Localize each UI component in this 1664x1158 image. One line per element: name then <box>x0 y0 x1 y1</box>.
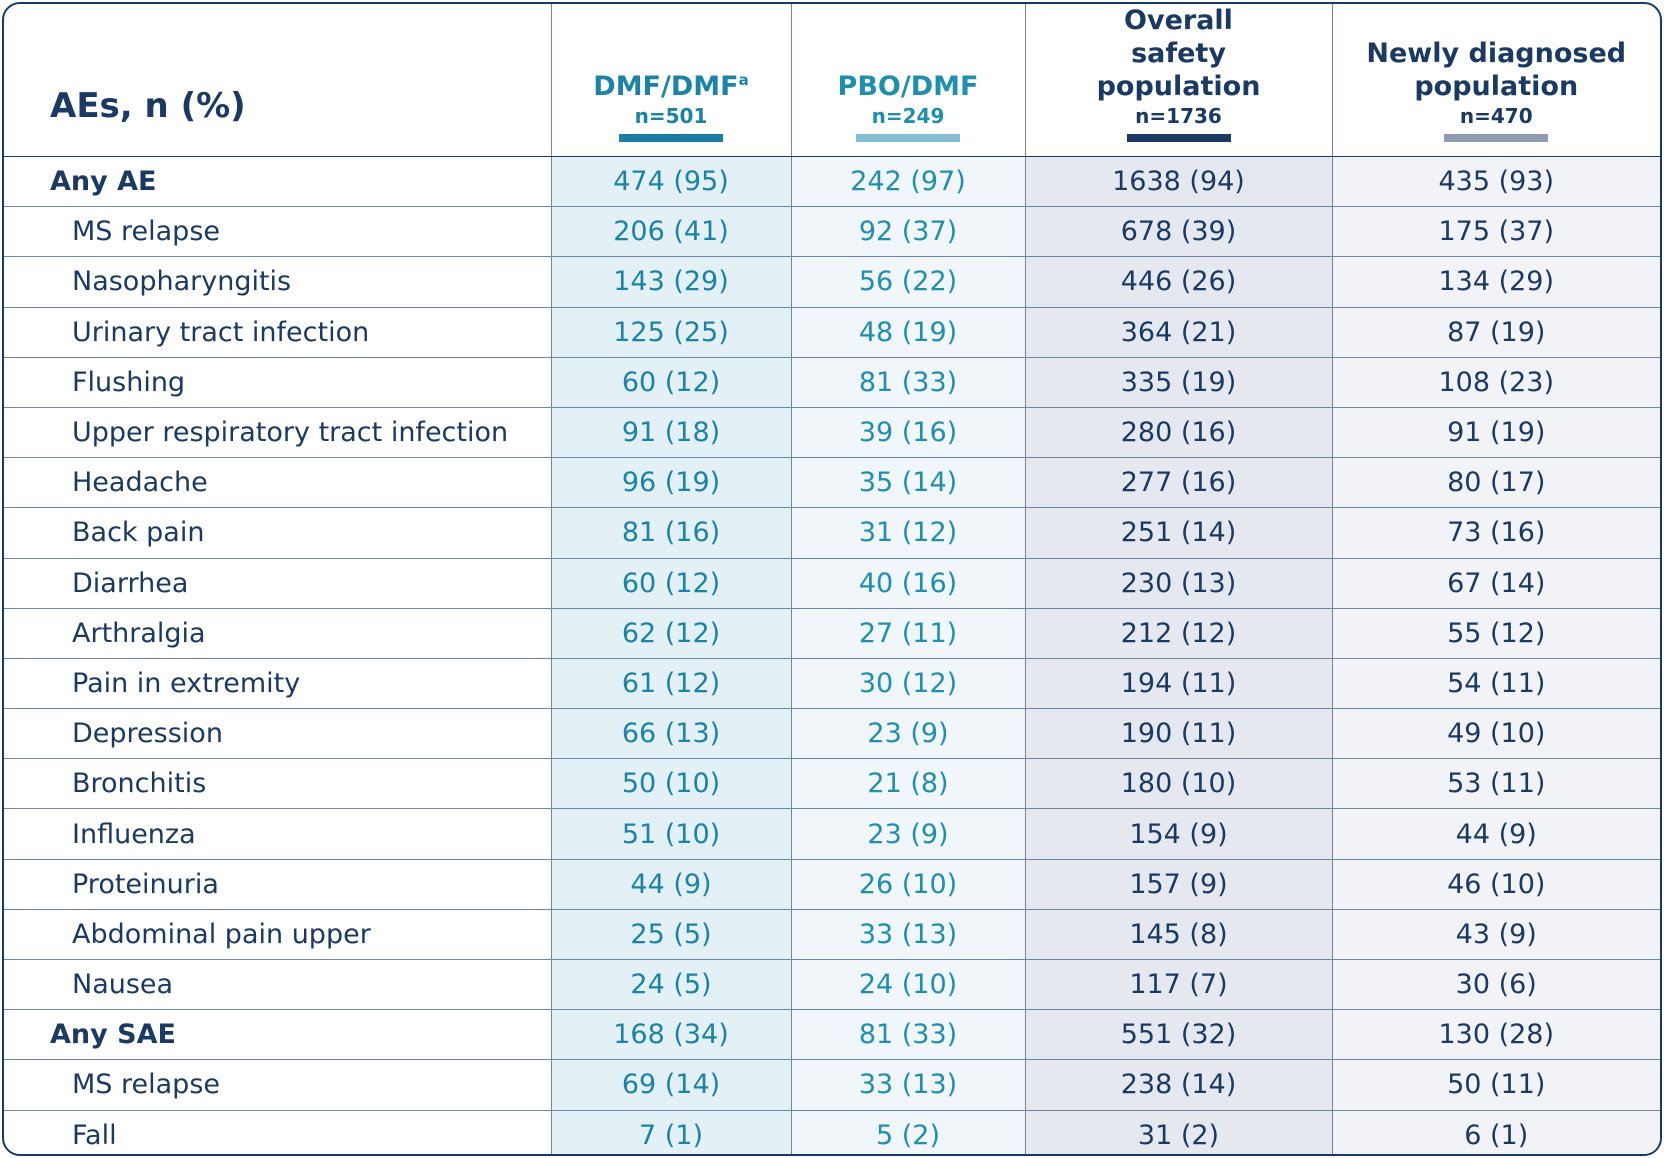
value-cell: 35 (14) <box>791 458 1025 508</box>
value-cell: 66 (13) <box>551 709 791 759</box>
event-label: Headache <box>4 458 551 508</box>
value-cell: 96 (19) <box>551 458 791 508</box>
value-cell: 6 (1) <box>1332 1110 1660 1156</box>
table-body <box>4 157 1660 1157</box>
value-cell: 364 (21) <box>1025 307 1332 357</box>
value-cell: 277 (16) <box>1025 458 1332 508</box>
event-label: Diarrhea <box>4 558 551 608</box>
value-cell: 446 (26) <box>1025 257 1332 307</box>
value-cell: 242 (97) <box>791 157 1025 207</box>
table-row <box>4 658 1660 708</box>
value-cell: 50 (10) <box>551 759 791 809</box>
column-name: Newly diagnosed population <box>1366 38 1627 102</box>
value-cell: 87 (19) <box>1332 307 1660 357</box>
value-cell: 46 (10) <box>1332 859 1660 909</box>
footnote-marker: a <box>738 71 749 89</box>
table-row <box>4 909 1660 959</box>
table-row <box>4 809 1660 859</box>
value-cell: 194 (11) <box>1025 658 1332 708</box>
event-label: Influenza <box>4 809 551 859</box>
value-cell: 168 (34) <box>551 1010 791 1060</box>
value-cell: 143 (29) <box>551 257 791 307</box>
value-cell: 48 (19) <box>791 307 1025 357</box>
event-label: Back pain <box>4 508 551 558</box>
value-cell: 50 (11) <box>1332 1060 1660 1110</box>
table-row <box>4 558 1660 608</box>
value-cell: 335 (19) <box>1025 357 1332 407</box>
value-cell: 23 (9) <box>791 809 1025 859</box>
value-cell: 212 (12) <box>1025 608 1332 658</box>
value-cell: 54 (11) <box>1332 658 1660 708</box>
adverse-events-table <box>4 4 1660 1156</box>
table-row <box>4 960 1660 1010</box>
event-label: Depression <box>4 709 551 759</box>
value-cell: 60 (12) <box>551 357 791 407</box>
event-label: Bronchitis <box>4 759 551 809</box>
value-cell: 30 (6) <box>1332 960 1660 1010</box>
table-row <box>4 1060 1660 1110</box>
value-cell: 33 (13) <box>791 909 1025 959</box>
column-color-bar <box>1444 134 1548 142</box>
table-row <box>4 407 1660 457</box>
value-cell: 55 (12) <box>1332 608 1660 658</box>
table-row <box>4 859 1660 909</box>
value-cell: 44 (9) <box>551 859 791 909</box>
value-cell: 190 (11) <box>1025 709 1332 759</box>
value-cell: 51 (10) <box>551 809 791 859</box>
corner-header <box>4 4 551 157</box>
event-label: Proteinuria <box>4 859 551 909</box>
column-n: n=1736 <box>1135 104 1222 128</box>
value-cell: 31 (12) <box>791 508 1025 558</box>
value-cell: 92 (37) <box>791 207 1025 257</box>
value-cell: 25 (5) <box>551 909 791 959</box>
value-cell: 81 (33) <box>791 357 1025 407</box>
value-cell: 69 (14) <box>551 1060 791 1110</box>
value-cell: 27 (11) <box>791 608 1025 658</box>
column-name: DMF/DMF$^a$ <box>593 71 749 102</box>
value-cell: 24 (10) <box>791 960 1025 1010</box>
table-row <box>4 1110 1660 1156</box>
table-row <box>4 157 1660 207</box>
value-cell: 44 (9) <box>1332 809 1660 859</box>
value-cell: 61 (12) <box>551 658 791 708</box>
column-n: n=249 <box>871 104 945 128</box>
value-cell: 238 (14) <box>1025 1060 1332 1110</box>
column-color-bar <box>619 134 723 142</box>
table-header-row <box>4 4 1660 157</box>
value-cell: 67 (14) <box>1332 558 1660 608</box>
value-cell: 31 (2) <box>1025 1110 1332 1156</box>
event-label: Nausea <box>4 960 551 1010</box>
table-row <box>4 357 1660 407</box>
value-cell: 43 (9) <box>1332 909 1660 959</box>
value-cell: 81 (16) <box>551 508 791 558</box>
value-cell: 134 (29) <box>1332 257 1660 307</box>
value-cell: 154 (9) <box>1025 809 1332 859</box>
value-cell: 7 (1) <box>551 1110 791 1156</box>
value-cell: 91 (18) <box>551 407 791 457</box>
event-label: Fall <box>4 1110 551 1156</box>
value-cell: 81 (33) <box>791 1010 1025 1060</box>
event-label: Flushing <box>4 357 551 407</box>
table-row <box>4 1010 1660 1060</box>
value-cell: 117 (7) <box>1025 960 1332 1010</box>
value-cell: 108 (23) <box>1332 357 1660 407</box>
column-n: n=470 <box>1459 104 1533 128</box>
value-cell: 39 (16) <box>791 407 1025 457</box>
value-cell: 280 (16) <box>1025 407 1332 457</box>
value-cell: 26 (10) <box>791 859 1025 909</box>
table-row <box>4 709 1660 759</box>
column-header-newly-diagnosed <box>1332 4 1660 157</box>
value-cell: 474 (95) <box>551 157 791 207</box>
value-cell: 125 (25) <box>551 307 791 357</box>
value-cell: 23 (9) <box>791 709 1025 759</box>
event-label: Urinary tract infection <box>4 307 551 357</box>
corner-label: AEs, n (%) <box>50 86 246 126</box>
value-cell: 206 (41) <box>551 207 791 257</box>
ae-table-frame <box>2 2 1662 1156</box>
value-cell: 91 (19) <box>1332 407 1660 457</box>
column-color-bar <box>1127 134 1231 142</box>
column-header-overall-safety <box>1025 4 1332 157</box>
table-row <box>4 207 1660 257</box>
value-cell: 56 (22) <box>791 257 1025 307</box>
value-cell: 175 (37) <box>1332 207 1660 257</box>
group-label: Any SAE <box>4 1010 551 1060</box>
table-row <box>4 257 1660 307</box>
value-cell: 251 (14) <box>1025 508 1332 558</box>
value-cell: 73 (16) <box>1332 508 1660 558</box>
group-label: Any AE <box>4 157 551 207</box>
value-cell: 24 (5) <box>551 960 791 1010</box>
value-cell: 60 (12) <box>551 558 791 608</box>
column-header-dmf-dmf <box>551 4 791 157</box>
value-cell: 40 (16) <box>791 558 1025 608</box>
value-cell: 180 (10) <box>1025 759 1332 809</box>
value-cell: 33 (13) <box>791 1060 1025 1110</box>
column-name: PBO/DMF <box>837 71 979 102</box>
event-label: Nasopharyngitis <box>4 257 551 307</box>
value-cell: 62 (12) <box>551 608 791 658</box>
value-cell: 49 (10) <box>1332 709 1660 759</box>
value-cell: 230 (13) <box>1025 558 1332 608</box>
event-label: MS relapse <box>4 207 551 257</box>
value-cell: 30 (12) <box>791 658 1025 708</box>
table-row <box>4 608 1660 658</box>
table-row <box>4 508 1660 558</box>
value-cell: 5 (2) <box>791 1110 1025 1156</box>
value-cell: 53 (11) <box>1332 759 1660 809</box>
value-cell: 1638 (94) <box>1025 157 1332 207</box>
value-cell: 157 (9) <box>1025 859 1332 909</box>
table-row <box>4 759 1660 809</box>
column-n: n=501 <box>634 104 708 128</box>
value-cell: 21 (8) <box>791 759 1025 809</box>
value-cell: 678 (39) <box>1025 207 1332 257</box>
column-name: Overall safety population <box>1096 5 1261 102</box>
event-label: Pain in extremity <box>4 658 551 708</box>
value-cell: 130 (28) <box>1332 1010 1660 1060</box>
table-row <box>4 458 1660 508</box>
table-row <box>4 307 1660 357</box>
value-cell: 551 (32) <box>1025 1010 1332 1060</box>
event-label: Abdominal pain upper <box>4 909 551 959</box>
column-color-bar <box>856 134 960 142</box>
event-label: Arthralgia <box>4 608 551 658</box>
event-label: MS relapse <box>4 1060 551 1110</box>
column-header-pbo-dmf <box>791 4 1025 157</box>
value-cell: 80 (17) <box>1332 458 1660 508</box>
value-cell: 435 (93) <box>1332 157 1660 207</box>
event-label: Upper respiratory tract infection <box>4 407 551 457</box>
value-cell: 145 (8) <box>1025 909 1332 959</box>
